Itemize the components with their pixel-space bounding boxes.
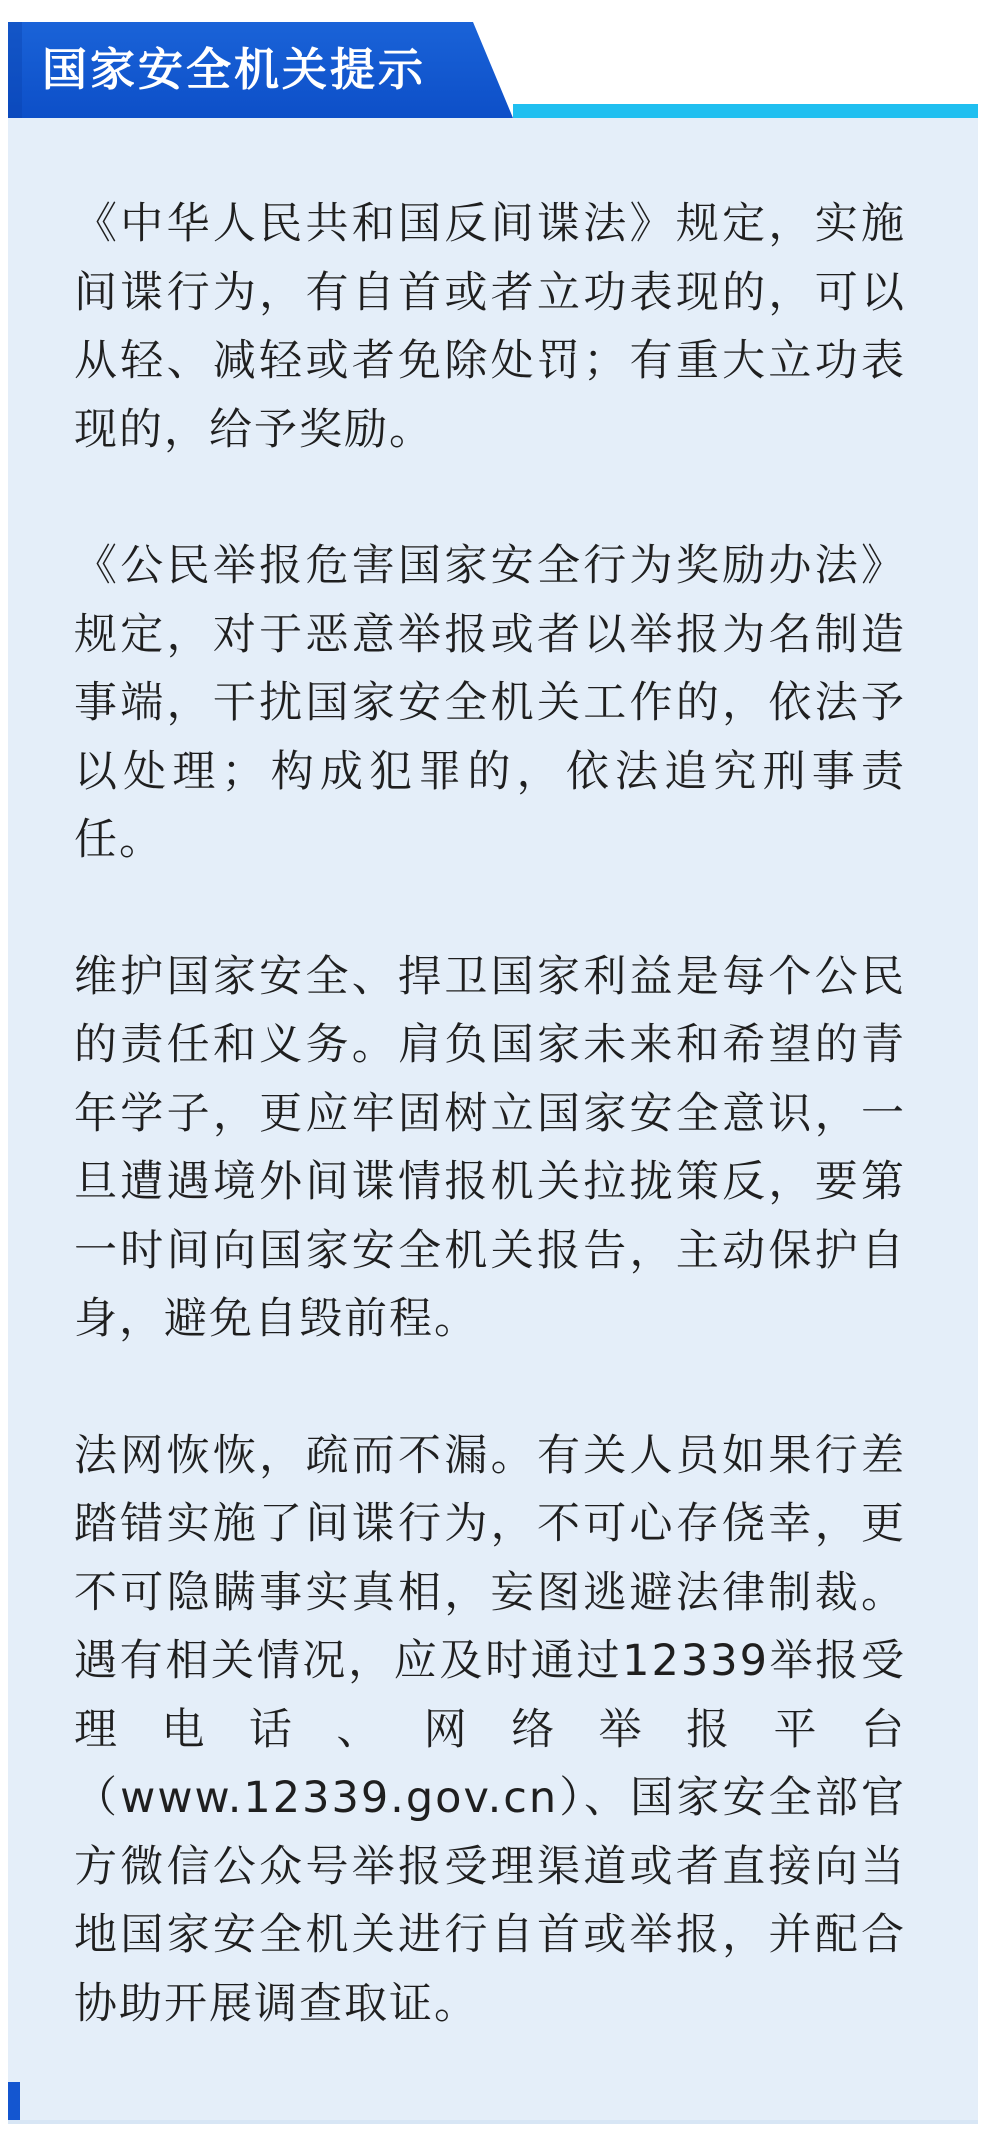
page-title: 国家安全机关提示 bbox=[42, 43, 427, 96]
bottom-rule bbox=[8, 2120, 978, 2124]
paragraph-reporting-channels: 法网恢恢，疏而不漏。有关人员如果行差踏错实施了间谍行为，不可心存侥幸，更不可隐瞒事实真相，妄图逃避法律制裁。遇有相关情况，应及时通过12339举报受理电话、网络举报平台（www.12339.gov.cn）、国家安全部官方微信公众号举报受理渠道或者直接向当地国家安全机关进行自首或举报，并配合协助开展调查取证。 bbox=[74, 1430, 906, 2029]
corner-accent bbox=[8, 2082, 20, 2124]
paragraph-reward-measures: 《公民举报危害国家安全行为奖励办法》规定，对于恶意举报或者以举报为名制造事端，干扰国家安全机关工作的，依法予以处理；构成犯罪的，依法追究刑事责任。 bbox=[74, 541, 906, 865]
header-bar bbox=[8, 22, 978, 118]
paragraph-civic-duty: 维护国家安全、捍卫国家利益是每个公民的责任和义务。肩负国家未来和希望的青年学子，更应牢固树立国家安全意识，一旦遭遇境外间谍情报机关拉拢策反，要第一时间向国家安全机关报告，主动保护自身，避免自毁前程。 bbox=[74, 951, 906, 1344]
paragraph-counterespionage-law: 《中华人民共和国反间谍法》规定，实施间谍行为，有自首或者立功表现的，可以从轻、减轻或者免除处罚；有重大立功表现的，给予奖励。 bbox=[74, 199, 906, 455]
header-accent-line bbox=[513, 104, 978, 118]
notice-content bbox=[74, 190, 906, 2038]
